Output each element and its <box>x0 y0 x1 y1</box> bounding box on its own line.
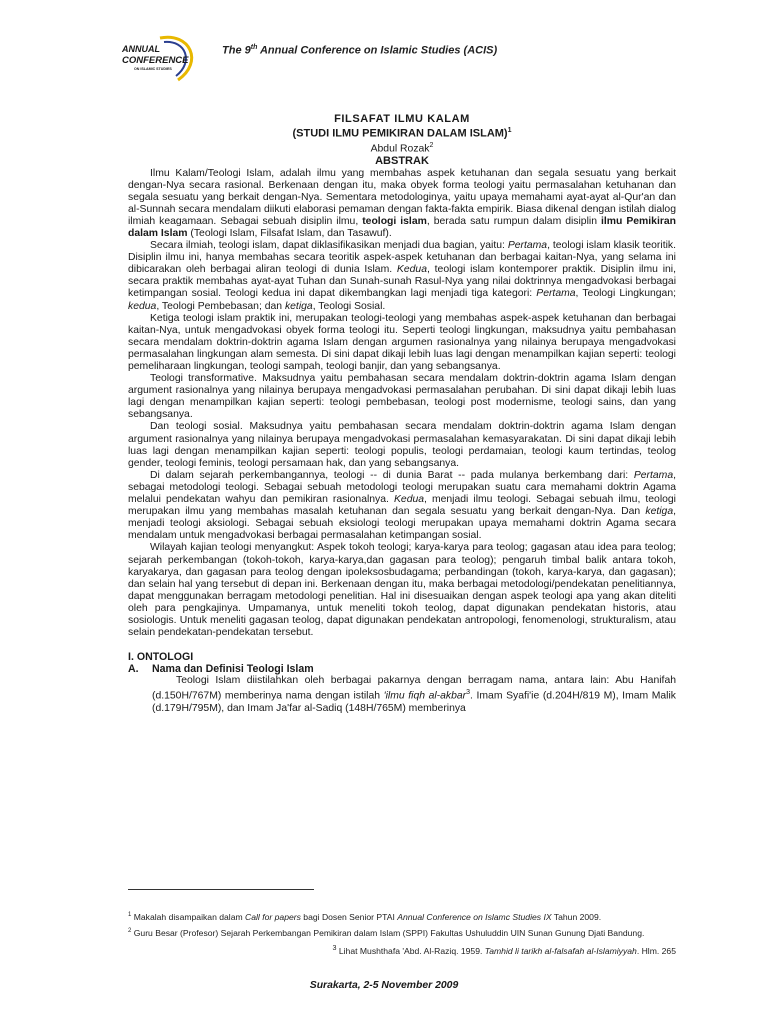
subsection-paragraph-1: Teologi Islam diistilahkan oleh berbagai pakarnya dengan berragam nama, antara lain: Abu Hanifah (d.150H/767M) memberinya nama dengan istilah 'ilmu fiqh al-akbar$^3$. Imam Syafi'ie (d.204H/819 M), Imam Malik (d.179H/795M), dan Imam Ja'far al-Sadiq (148H/765M) memberinya <box>152 675 676 714</box>
footnote-1: $^1$ Makalah disampaikan dalam Call for papers bagi Dosen Senior PTAI Annual Conference on Islamc Studies IX Tahun 2009. <box>128 911 602 922</box>
paper-title: FILSAFAT ILMU KALAM <box>334 113 470 125</box>
acis-logo-graphic <box>120 32 200 88</box>
abstract-paragraph-6: Di dalam sejarah perkembangannya, teologi -- di dunia Barat -- pada mulanya berkembang dari: Pertama, sebagai metodologi teologi. Sebagai sebuah metodologi teologi merupakan suatu cara memahami doktrin Agama melalui pendekatan wahyu dan pemikiran rasionalnya. Kedua, menjadi ilmu teologi. Sebagai sebuah ilmu, teologi merupakan ilmu yang membahas masalah ketuhanan dan segala sesuatu yang berkait dengan-Nya. Dan ketiga, menjadi teologi aksiologi. Sebagai sebuah eksiologi teologi merupakan upaya memahami doktrin Agama secara mendalam untuk mengadvokasi berbagai permasalahan ketimpangan sosial. <box>128 469 676 542</box>
abstract-paragraph-2: Secara ilmiah, teologi islam, dapat diklasifikasikan menjadi dua bagian, yaitu: Pertama, teologi islam klasik teoritik. Disiplin ilmu ini, hanya membahas secara teoritik aspek-aspek ketuhanan dan berbagai kaitan-Nya, yang selama ini dibicarakan oleh berbagai aliran teologi di dunia Islam. Kedua, teologi islam kontemporer praktik. Disiplin ilmu ini, secara praktik membahas ayat-ayat Tuhan dan Sunah-sunah Rasul-Nya yang nilai doktrinnya mengadvokasi berbagai ketimpangan sosial. Teologi kedua ini dapat dikembangkan lagi menjadi tiga kategori: Pertama, Teologi Lingkungan; kedua, Teologi Pembebasan; dan ketiga, Teologi Sosial. <box>128 240 676 312</box>
paper-subtitle: (STUDI ILMU PEMIKIRAN DALAM ISLAM)$^1$ <box>292 127 512 140</box>
paper-body <box>128 113 676 715</box>
page-header-title: The 9th Annual Conference on Islamic Studies (ACIS) <box>222 44 498 57</box>
section-heading-ontologi: I. ONTOLOGI <box>128 651 194 664</box>
acis-logo <box>120 32 200 88</box>
logo-line3: ON ISLAMIC STUDIES <box>134 67 172 71</box>
abstract-heading: ABSTRAK <box>375 155 429 168</box>
subsection-body <box>128 675 676 715</box>
footnote-2: $^2$ Guru Besar (Profesor) Sejarah Perkembangan Pemikiran dalam Islam (SPPI) Fakultas Ushuluddin UIN Sunan Gunung Djati Bandung. <box>128 927 645 938</box>
footnote-separator <box>128 889 314 890</box>
abstract-paragraph-3: Ketiga teologi islam praktik ini, merupakan teologi-teologi yang membahas aspek-aspek ketuhanan dan berbagai kaitan-Nya, untuk mengadvokasi obyek forma teologi itu. Seperti teologi lingkungan, maksudnya yaitu pembahasan secara mendalam doktrin-doktrin agama Islam dengan argumen rasionalnya yang nilainya berupaya mengadvokasi permasalahan lingkungan alam semesta. Di sini dapat dikaji lebih luas lagi dengan menampilkan kajian seperti: teologi pemeliharaan lingkungan, teologi sampah, teologi banjir, dan yang sebangsanya. <box>128 312 676 372</box>
page-footer: Surakarta, 2-5 November 2009 <box>309 980 459 991</box>
abstract-paragraph-1: Ilmu Kalam/Teologi Islam, adalah ilmu yang membahas aspek ketuhanan dan segala sesuatu yang berkait dengan-Nya secara rasional. Berkenaan dengan itu, maka obyek forma teologi yaitu permasalahan ketuhanan dan segala sesuatu yang berkait dengan-Nya. Sementara metodologinya, yaitu upaya memahami ayat-ayat al-Qur'an dan al-Sunnah secara mendalam diikuti elaborasi pemaman dengan fakta-fakta empirik. Biasa dikenal dengan istilah dialog ilmiah keagamaan. Sebagai sebuah disiplin ilmu, teologi islam, berada satu rumpun dalam disiplin ilmu Pemikiran dalam Islam (Teologi Islam, Filsafat Islam, dan Tasawuf). <box>128 167 677 239</box>
paper-author: Abdul Rozak$^2$ <box>370 141 434 155</box>
abstract-paragraph-7: Wilayah kajian teologi menyangkut: Aspek tokoh teologi; karya-karya para teolog; gagasan atau idea para teolog; sejarah perkembangan (tokoh-tokoh, karya-karya,dan gagasan para teolog); pengaruh timbal balik antara tokoh, karyakarya, dan gagasan para teolog dengan ipoleksosbudagama; perbandingan (tokoh, karya-karya, dan gagasan); dan selain hal yang tersebut di depan ini. Berkenaan dengan itu, maka berbagai metodologi/pendekatan penelitiannya, dapat menggunakan berragam metodologi penelitian. Hal ini disesuaikan dengan aspek teologi apa yang akan diteliti oleh para pengkajinya. Umpamanya, untuk meneliti tokoh teolog, dapat digunakan pendekatan historis, atau sosiologis. Untuk meneliti gagasan teolog, dapat digunakan pendekatan antropologi, fenomenologi, strukturalism, atau selain pendekatan-pendekatan tersebut. <box>128 542 676 639</box>
logo-line2: CONFERENCE <box>122 55 189 66</box>
abstract-paragraph-5: Dan teologi sosial. Maksudnya yaitu pembahasan secara mendalam doktrin-doktrin agama Islam dengan argument rasionalnya yang nilainya berupaya mengadvokasi permasalahan kemasyarakatan. Di sini dapat dikaji lebih luas lagi dengan menampilkan kajian seperti: teologi populis, teologi perdamaian, teologi kaum tertindas, teolog gender, teologi feminis, teologi persamaan hak, dan yang sebangsanya. <box>128 421 676 469</box>
footnotes <box>128 910 676 957</box>
abstract-paragraph-4: Teologi transformative. Maksudnya yaitu pembahasan secara mendalam doktrin-doktrin agama Islam dengan argument rasionalnya yang nilainya berupaya mengadvokasi permasalahan perubahan. Di sini dapat dikaji lebih luas lagi dengan menampilkan kajian seperti: teologi pembebasan, teologi post modernisme, teologi sains, dan yang sebangsanya. <box>128 373 676 421</box>
logo-line1: ANNUAL <box>122 44 160 54</box>
footnote-3: $^3$ Lihat Mushthafa 'Abd. Al-Raziq. 1959. Tamhid li tarikh al-falsafah al-Islamiyyah. Hlm. 265 <box>332 943 676 956</box>
subsection-heading: A. Nama dan Definisi Teologi Islam <box>128 663 314 676</box>
